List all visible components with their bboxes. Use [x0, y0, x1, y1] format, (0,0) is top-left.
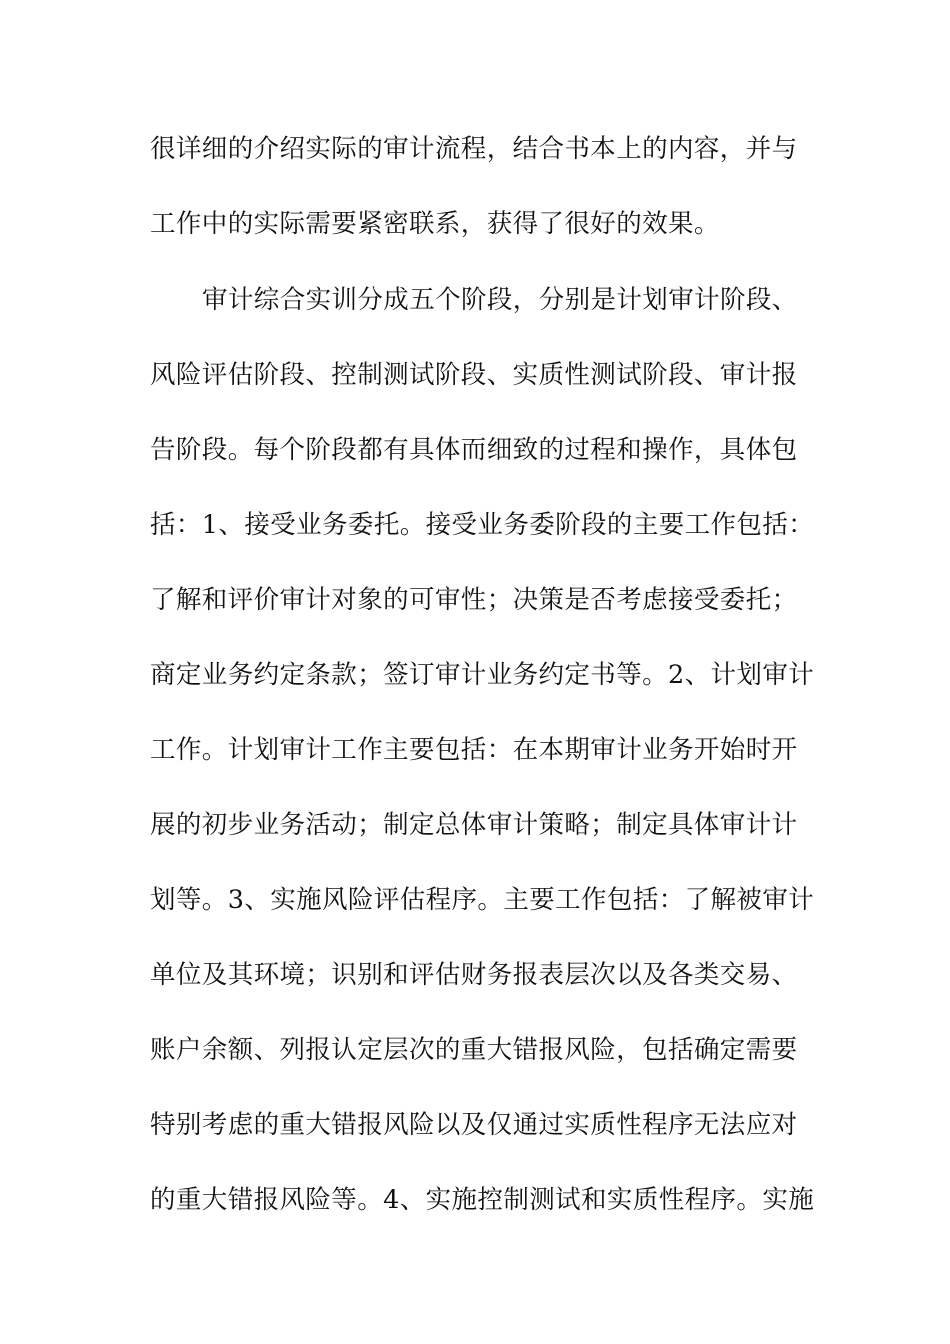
text-line: 了解和评价审计对象的可审性；决策是否考虑接受委托； [150, 585, 798, 615]
text-line: 划等。3、实施风险评估程序。主要工作包括：了解被审计 [150, 885, 815, 915]
text-line: 的重大错报风险等。4、实施控制测试和实质性程序。实施 [150, 1185, 815, 1215]
text-line: 很详细的介绍实际的审计流程，结合书本上的内容，并与 [150, 134, 798, 164]
text-line: 告阶段。每个阶段都有具体而细致的过程和操作，具体包 [150, 435, 798, 465]
text-line: 风险评估阶段、控制测试阶段、实质性测试阶段、审计报 [150, 360, 798, 390]
text-line: 展的初步业务活动；制定总体审计策略；制定具体审计计 [150, 810, 798, 840]
text-line: 单位及其环境；识别和评估财务报表层次以及各类交易、 [150, 960, 798, 990]
text-line: 工作。计划审计工作主要包括：在本期审计业务开始时开 [150, 735, 798, 765]
text-line: 特别考虑的重大错报风险以及仅通过实质性程序无法应对 [150, 1110, 798, 1140]
paragraph-first-line: 审计综合实训分成五个阶段，分别是计划审计阶段、 [202, 285, 798, 315]
text-line: 账户余额、列报认定层次的重大错报风险，包括确定需要 [150, 1035, 798, 1065]
text-line: 工作中的实际需要紧密联系，获得了很好的效果。 [150, 209, 720, 239]
text-line: 商定业务约定条款；签订审计业务约定书等。2、计划审计 [150, 660, 815, 690]
text-line: 括：1、接受业务委托。接受业务委阶段的主要工作包括： [150, 510, 815, 540]
